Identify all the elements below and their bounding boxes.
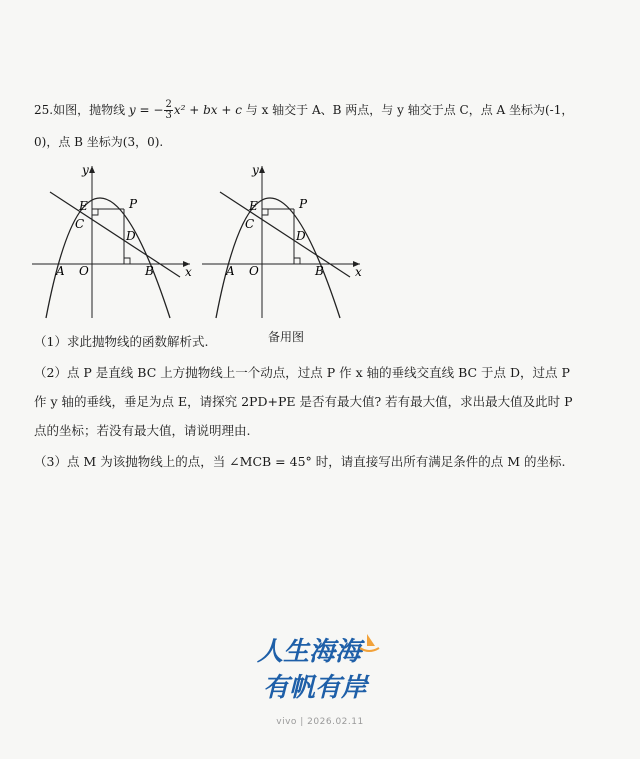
label-d: D [296,229,306,243]
parabola-figure-spare [200,158,370,323]
question-2-line-3: 点的坐标；若没有最大值，请说明理由. [34,423,251,438]
sail-icon [367,634,375,646]
right-angle-e [262,209,268,215]
watermark-graphic [255,628,385,708]
equation-y: y = − [128,103,164,117]
y-axis-arrow [259,166,265,173]
right-angle-foot [124,258,130,264]
label-e: E [249,199,258,213]
watermark-line-2: 有帆有岸 [263,673,368,703]
y-axis-arrow [89,166,95,173]
label-a: A [226,264,235,278]
question-2-line-2: 作 y 轴的垂线，垂足为点 E，请探究 2PD+PE 是否有最大值? 若有最大值，求出最大值及此时 P [34,394,573,409]
fraction-denominator: 3 [165,110,172,121]
problem-line-1 [34,100,573,121]
question-3: （3）点 M 为该抛物线上的点，当 ∠MCB = 45° 时，请直接写出所有满足条件的点 M 的坐标. [34,454,566,469]
figure-caption: 备用图 [268,330,305,344]
wave-icon [360,648,379,651]
watermark-line-1: 人生海海 [257,637,362,667]
label-p: P [129,197,138,211]
equation-rest: x² + bx + c [173,103,242,117]
label-p: P [299,197,308,211]
label-c: C [245,217,255,231]
watermark-logo [255,628,385,708]
problem-prefix: 25.如图，抛物线 [34,103,126,117]
label-e: E [79,199,88,213]
label-a: A [56,264,65,278]
equation-fraction [164,100,172,121]
camera-stamp: vivo | 2026.02.11 [276,717,364,727]
label-d: D [126,229,136,243]
problem-line-2: 0)，点 B 坐标为(3，0). [34,135,164,149]
label-o: O [249,264,259,278]
right-angle-e [92,209,98,215]
label-b: B [145,264,154,278]
label-x: x [355,265,362,279]
label-y: y [82,163,89,177]
label-x: x [185,265,192,279]
problem-suffix: 与 x 轴交于 A、B 两点，与 y 轴交于点 C，点 A 坐标为(-1， [245,103,574,117]
label-y: y [252,163,259,177]
right-angle-foot [294,258,300,264]
parabola-figure-main [30,158,200,323]
question-2-line-1: （2）点 P 是直线 BC 上方抛物线上一个动点，过点 P 作 x 轴的垂线交直线 BC 于点 D，过点 P [34,365,570,380]
label-c: C [75,217,85,231]
question-1: （1）求此抛物线的函数解析式. [34,334,209,349]
label-b: B [315,264,324,278]
label-o: O [79,264,89,278]
fraction-numerator: 2 [165,99,172,110]
